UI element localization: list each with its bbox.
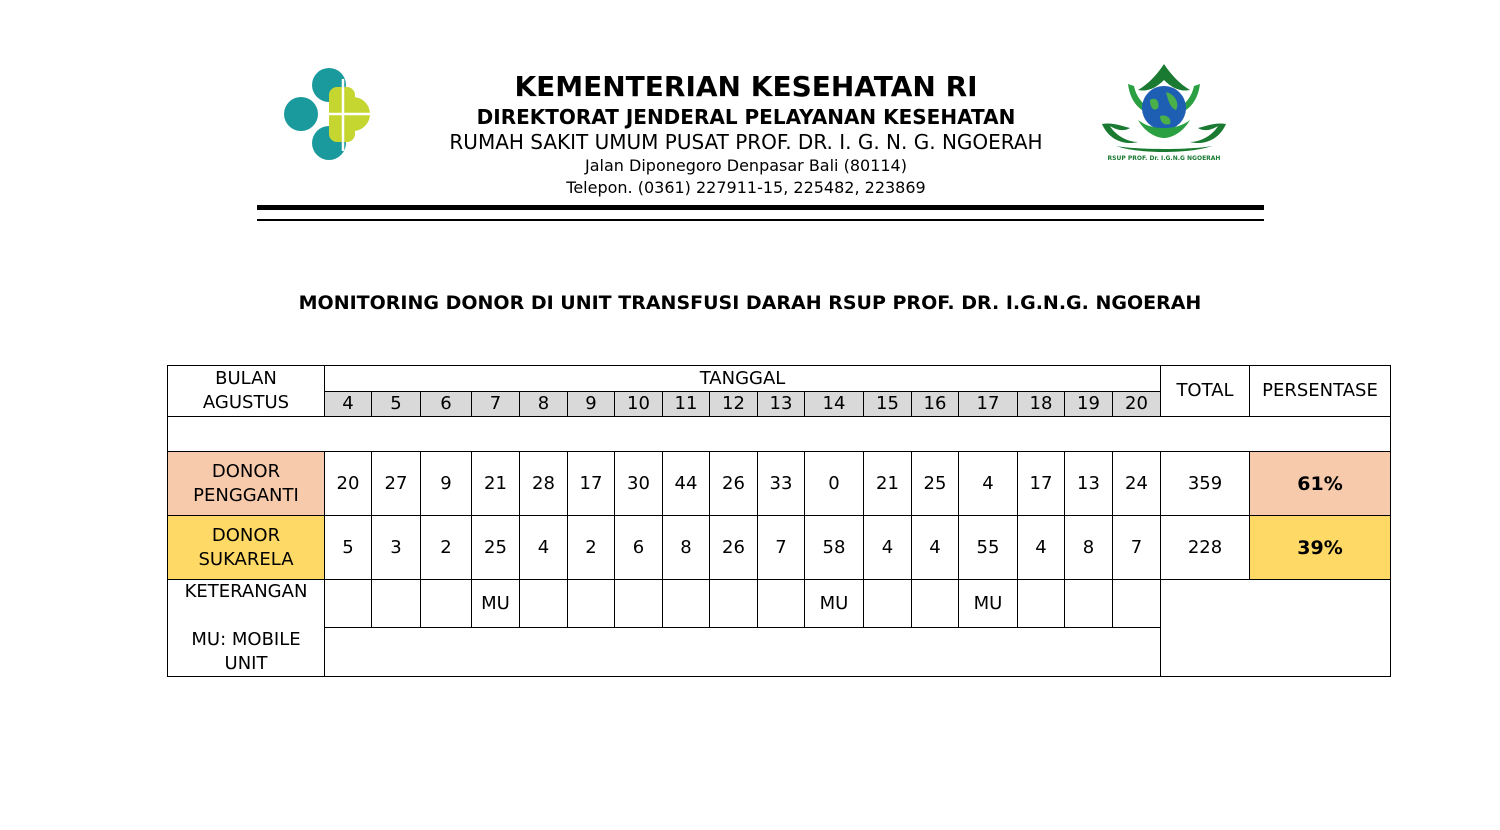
keterangan-cell: MU (472, 580, 520, 628)
value-cell: 58 (805, 516, 864, 580)
value-cell: 17 (568, 452, 615, 516)
value-cell: 44 (663, 452, 710, 516)
table-row-donor-pengganti (168, 452, 1391, 516)
spacer-row (168, 417, 1391, 452)
header-rule-thick (257, 205, 1264, 210)
keterangan-cell (758, 580, 805, 628)
keterangan-empty-right (1161, 580, 1391, 677)
value-cell: 4 (520, 516, 568, 580)
report-title: MONITORING DONOR DI UNIT TRANSFUSI DARAH RSUP PROF. DR. I.G.N.G. NGOERAH (298, 292, 1202, 314)
rsup-logo (1098, 62, 1230, 166)
value-cell: 4 (959, 452, 1018, 516)
value-cell: 4 (912, 516, 959, 580)
keterangan-cell (864, 580, 912, 628)
value-cell: 26 (710, 452, 758, 516)
hospital-address: Jalan Diponegoro Denpasar Bali (80114) (585, 156, 907, 175)
logo-teal-left (284, 97, 318, 131)
keterangan-cell (372, 580, 421, 628)
table-row-keterangan (168, 580, 1391, 628)
value-cell: 17 (1018, 452, 1065, 516)
legend-line1: MU: MOBILE (191, 628, 301, 650)
keterangan-cell (520, 580, 568, 628)
value-cell: 9 (421, 452, 472, 516)
value-cell: 28 (520, 452, 568, 516)
day-header: 20 (1113, 392, 1161, 417)
keterangan-cell (1113, 580, 1161, 628)
hospital-name: RUMAH SAKIT UMUM PUSAT PROF. DR. I. G. N. G. NGOERAH (449, 130, 1043, 154)
percent-sukarela: 39% (1250, 516, 1391, 580)
value-cell: 8 (663, 516, 710, 580)
value-cell: 3 (372, 516, 421, 580)
keterangan-cell: MU (805, 580, 864, 628)
total-pengganti: 359 (1161, 452, 1250, 516)
day-header: 11 (663, 392, 710, 417)
day-header: 19 (1065, 392, 1113, 417)
keterangan-label: KETERANGAN (168, 580, 325, 628)
value-cell: 5 (325, 516, 372, 580)
value-cell: 7 (1113, 516, 1161, 580)
legend-cell (168, 628, 325, 677)
day-header: 5 (372, 392, 421, 417)
value-cell: 0 (805, 452, 864, 516)
value-cell: 55 (959, 516, 1018, 580)
value-cell: 21 (472, 452, 520, 516)
month-header-cell (168, 366, 325, 417)
day-header: 10 (615, 392, 663, 417)
legend-empty-span (325, 628, 1161, 677)
month-label-line2: AGUSTUS (202, 392, 290, 413)
keterangan-cell (325, 580, 372, 628)
row-label-sukarela (168, 516, 325, 580)
value-cell: 4 (1018, 516, 1065, 580)
kemenkes-logo-icon (283, 67, 373, 162)
keterangan-cell (1018, 580, 1065, 628)
value-cell: 2 (421, 516, 472, 580)
day-header: 9 (568, 392, 615, 417)
rsup-logo-caption: RSUP PROF. Dr. I.G.N.G NGOERAH (1107, 155, 1221, 162)
percent-pengganti: 61% (1250, 452, 1391, 516)
day-header: 17 (959, 392, 1018, 417)
rsup-logo-icon (1098, 62, 1230, 156)
day-header: 8 (520, 392, 568, 417)
value-cell: 13 (1065, 452, 1113, 516)
value-cell: 24 (1113, 452, 1161, 516)
value-cell: 7 (758, 516, 805, 580)
value-cell: 26 (710, 516, 758, 580)
keterangan-cell (421, 580, 472, 628)
persentase-header: PERSENTASE (1250, 366, 1391, 417)
legend-line2: UNIT (224, 652, 268, 674)
day-header: 12 (710, 392, 758, 417)
value-cell: 2 (568, 516, 615, 580)
donor-monitoring-table (167, 365, 1391, 677)
table-row-donor-sukarela (168, 516, 1391, 580)
header-rule-thin (257, 219, 1264, 221)
keterangan-cell (710, 580, 758, 628)
value-cell: 6 (615, 516, 663, 580)
day-header: 14 (805, 392, 864, 417)
row-label-pengganti (168, 452, 325, 516)
value-cell: 25 (472, 516, 520, 580)
tanggal-header: TANGGAL (325, 366, 1161, 392)
day-header: 7 (472, 392, 520, 417)
day-header: 6 (421, 392, 472, 417)
value-cell: 27 (372, 452, 421, 516)
row-label-line1: DONOR (211, 524, 281, 546)
value-cell: 21 (864, 452, 912, 516)
value-cell: 25 (912, 452, 959, 516)
value-cell: 8 (1065, 516, 1113, 580)
day-header: 16 (912, 392, 959, 417)
day-header: 15 (864, 392, 912, 417)
day-header: 4 (325, 392, 372, 417)
row-label-line1: DONOR (211, 460, 281, 482)
keterangan-cell: MU (959, 580, 1018, 628)
total-sukarela: 228 (1161, 516, 1250, 580)
ministry-heading: KEMENTERIAN KESEHATAN RI (514, 70, 978, 103)
value-cell: 20 (325, 452, 372, 516)
row-label-line2: SUKARELA (198, 548, 294, 570)
kemenkes-logo (283, 67, 373, 162)
keterangan-cell (615, 580, 663, 628)
month-label-line1: BULAN (215, 368, 277, 389)
day-header: 13 (758, 392, 805, 417)
keterangan-cell (663, 580, 710, 628)
value-cell: 4 (864, 516, 912, 580)
value-cell: 30 (615, 452, 663, 516)
row-label-line2: PENGGANTI (193, 484, 299, 506)
day-header: 18 (1018, 392, 1065, 417)
keterangan-cell (1065, 580, 1113, 628)
value-cell: 33 (758, 452, 805, 516)
total-header: TOTAL (1161, 366, 1250, 417)
directorate-heading: DIREKTORAT JENDERAL PELAYANAN KESEHATAN (476, 105, 1016, 129)
keterangan-cell (568, 580, 615, 628)
keterangan-cell (912, 580, 959, 628)
hospital-phone: Telepon. (0361) 227911-15, 225482, 223869 (566, 178, 926, 197)
